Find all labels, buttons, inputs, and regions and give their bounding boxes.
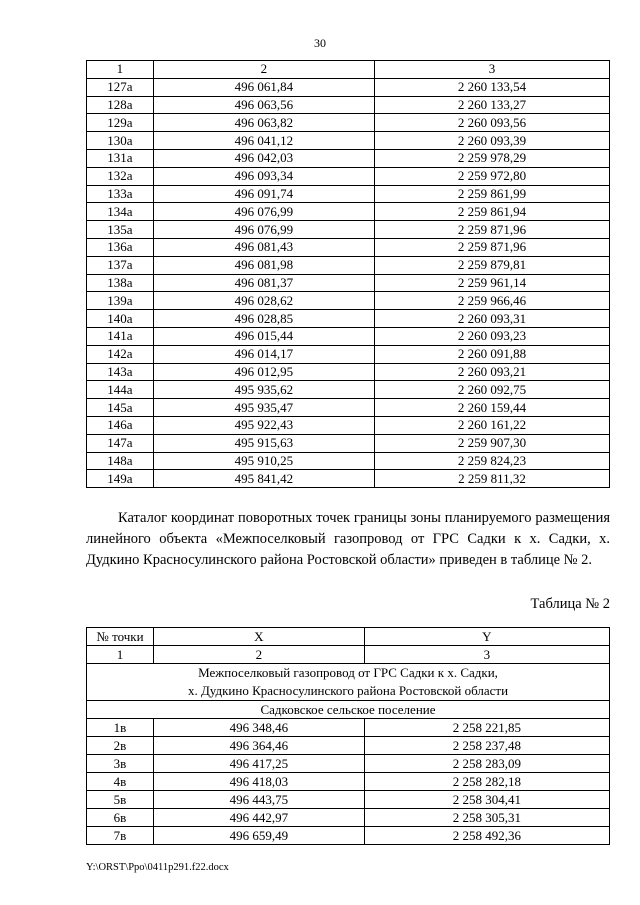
table-cell: 131а	[87, 149, 154, 167]
table-cell: 2 260 161,22	[374, 416, 609, 434]
table-row	[87, 773, 610, 791]
table-cell: 2 258 305,31	[364, 809, 609, 827]
table-cell: 496 061,84	[153, 78, 374, 96]
table-cell: 2 259 978,29	[374, 149, 609, 167]
table-cell: 138а	[87, 274, 154, 292]
table-cell: 2 260 093,23	[374, 327, 609, 345]
table-row	[87, 221, 610, 239]
table-cell: 141а	[87, 327, 154, 345]
table-row	[87, 167, 610, 185]
table-row	[87, 203, 610, 221]
table-cell: 2 260 092,75	[374, 381, 609, 399]
table-cell: 496 081,37	[153, 274, 374, 292]
table-header-row	[87, 61, 610, 79]
table-cell: 146а	[87, 416, 154, 434]
table-cell: 128а	[87, 96, 154, 114]
header-cell: № точки	[87, 628, 154, 646]
table-cell: 496 041,12	[153, 132, 374, 150]
subheader-cell: 3	[364, 646, 609, 664]
table-cell: 495 922,43	[153, 416, 374, 434]
table-cell: 496 348,46	[154, 719, 365, 737]
table-cell: 4в	[87, 773, 154, 791]
table-cell: 2 258 304,41	[364, 791, 609, 809]
table-cell: 140а	[87, 310, 154, 328]
table-cell: 496 442,97	[154, 809, 365, 827]
table-cell: 495 841,42	[153, 470, 374, 488]
table-cell: 496 014,17	[153, 345, 374, 363]
table-row	[87, 809, 610, 827]
table-cell: 2	[153, 61, 374, 79]
header-cell: X	[154, 628, 365, 646]
table-row	[87, 292, 610, 310]
table-cell: 2 259 824,23	[374, 452, 609, 470]
table-cell: 3в	[87, 755, 154, 773]
table-row	[87, 185, 610, 203]
table-cell: 496 091,74	[153, 185, 374, 203]
table-cell: 1	[87, 61, 154, 79]
table-cell: 496 081,43	[153, 238, 374, 256]
table-cell: 496 015,44	[153, 327, 374, 345]
table-cell: 495 935,47	[153, 399, 374, 417]
table-cell: 2 258 283,09	[364, 755, 609, 773]
table-row	[87, 256, 610, 274]
page-number: 30	[314, 36, 326, 50]
table-cell: 496 076,99	[153, 203, 374, 221]
table-cell: 2в	[87, 737, 154, 755]
table-cell: 2 259 871,96	[374, 221, 609, 239]
table-row	[87, 381, 610, 399]
table-cell: 496 081,98	[153, 256, 374, 274]
table-row	[87, 149, 610, 167]
table-row	[87, 238, 610, 256]
catalog-paragraph: Каталог координат поворотных точек границы зоны планируемого размещения линейного объекта «Межпоселковый газопровод от ГРС Садки к х. Садки, х. Дудкино Красносулинского района Ростовской области» приведен в таблице № 2.	[86, 510, 610, 568]
table-cell: 6в	[87, 809, 154, 827]
object-title-line2: х. Дудкино Красносулинского района Ростовской области	[187, 683, 509, 698]
table-cell: 2 260 159,44	[374, 399, 609, 417]
table-cell: 7в	[87, 827, 154, 845]
table-row	[87, 96, 610, 114]
table-cell: 2 260 093,39	[374, 132, 609, 150]
table-cell: 132а	[87, 167, 154, 185]
table-cell: 2 258 221,85	[364, 719, 609, 737]
subheader-cell: 2	[154, 646, 365, 664]
table-cell: 145а	[87, 399, 154, 417]
table-cell: 2 258 492,36	[364, 827, 609, 845]
table-cell: 2 259 972,80	[374, 167, 609, 185]
settlement-cell: Садковское сельское поселение	[87, 701, 610, 719]
table-row	[87, 363, 610, 381]
table-cell: 496 063,82	[153, 114, 374, 132]
table-cell: 2 259 811,32	[374, 470, 609, 488]
table-row	[87, 345, 610, 363]
table-cell: 130а	[87, 132, 154, 150]
table-cell: 143а	[87, 363, 154, 381]
table-row	[87, 737, 610, 755]
settlement-row	[87, 701, 610, 719]
table-cell: 127а	[87, 78, 154, 96]
table-cell: 2 260 133,27	[374, 96, 609, 114]
table-cell: 2 260 091,88	[374, 345, 609, 363]
table-cell: 496 042,03	[153, 149, 374, 167]
table-row	[87, 399, 610, 417]
table-cell: 2 259 907,30	[374, 434, 609, 452]
table-cell: 134а	[87, 203, 154, 221]
table-row	[87, 78, 610, 96]
table-cell: 147а	[87, 434, 154, 452]
table-cell: 496 417,25	[154, 755, 365, 773]
table-cell: 496 012,95	[153, 363, 374, 381]
table-cell: 2 259 879,81	[374, 256, 609, 274]
subheader-cell: 1	[87, 646, 154, 664]
header-cell: Y	[364, 628, 609, 646]
coordinates-table-2	[86, 627, 610, 845]
object-title-cell	[87, 664, 610, 701]
table-cell: 148а	[87, 452, 154, 470]
table-cell: 2 259 861,94	[374, 203, 609, 221]
table-header-row	[87, 628, 610, 646]
table-cell: 495 910,25	[153, 452, 374, 470]
object-title-row	[87, 664, 610, 701]
table-row	[87, 114, 610, 132]
table-cell: 2 258 237,48	[364, 737, 609, 755]
table-row	[87, 310, 610, 328]
table-cell: 1в	[87, 719, 154, 737]
table-row	[87, 470, 610, 488]
object-title-line1: Межпоселковый газопровод от ГРС Садки к х. Садки,	[198, 665, 498, 680]
table-cell: 2 258 282,18	[364, 773, 609, 791]
table-row	[87, 327, 610, 345]
table-cell: 496 093,34	[153, 167, 374, 185]
table-cell: 496 659,49	[154, 827, 365, 845]
table-cell: 135а	[87, 221, 154, 239]
table-cell: 129а	[87, 114, 154, 132]
table-cell: 496 364,46	[154, 737, 365, 755]
table-cell: 133а	[87, 185, 154, 203]
table-row	[87, 755, 610, 773]
table-cell: 144а	[87, 381, 154, 399]
table-row	[87, 827, 610, 845]
table-cell: 5в	[87, 791, 154, 809]
table-row	[87, 274, 610, 292]
table-cell: 496 443,75	[154, 791, 365, 809]
file-path-footer: Y:\ORST\Ppo\0411p291.f22.docx	[86, 862, 229, 873]
table-row	[87, 416, 610, 434]
table2-caption: Таблица № 2	[530, 596, 610, 612]
table-cell: 496 028,85	[153, 310, 374, 328]
table-cell: 496 076,99	[153, 221, 374, 239]
table-cell: 139а	[87, 292, 154, 310]
table-cell: 2 260 133,54	[374, 78, 609, 96]
table-cell: 3	[374, 61, 609, 79]
table-cell: 2 259 966,46	[374, 292, 609, 310]
table-cell: 142а	[87, 345, 154, 363]
table-row	[87, 434, 610, 452]
table-cell: 2 260 093,31	[374, 310, 609, 328]
table-cell: 2 259 871,96	[374, 238, 609, 256]
table-cell: 2 259 861,99	[374, 185, 609, 203]
table-row	[87, 132, 610, 150]
coordinates-table-continued	[86, 60, 610, 488]
table-cell: 495 915,63	[153, 434, 374, 452]
table-cell: 149а	[87, 470, 154, 488]
table-cell: 2 259 961,14	[374, 274, 609, 292]
table-cell: 495 935,62	[153, 381, 374, 399]
table-cell: 137а	[87, 256, 154, 274]
table-cell: 496 418,03	[154, 773, 365, 791]
table-row	[87, 719, 610, 737]
table-cell: 2 260 093,56	[374, 114, 609, 132]
table-row	[87, 452, 610, 470]
table-cell: 496 028,62	[153, 292, 374, 310]
table-cell: 496 063,56	[153, 96, 374, 114]
table-row	[87, 791, 610, 809]
table-cell: 2 260 093,21	[374, 363, 609, 381]
table-cell: 136а	[87, 238, 154, 256]
table-subheader-row	[87, 646, 610, 664]
